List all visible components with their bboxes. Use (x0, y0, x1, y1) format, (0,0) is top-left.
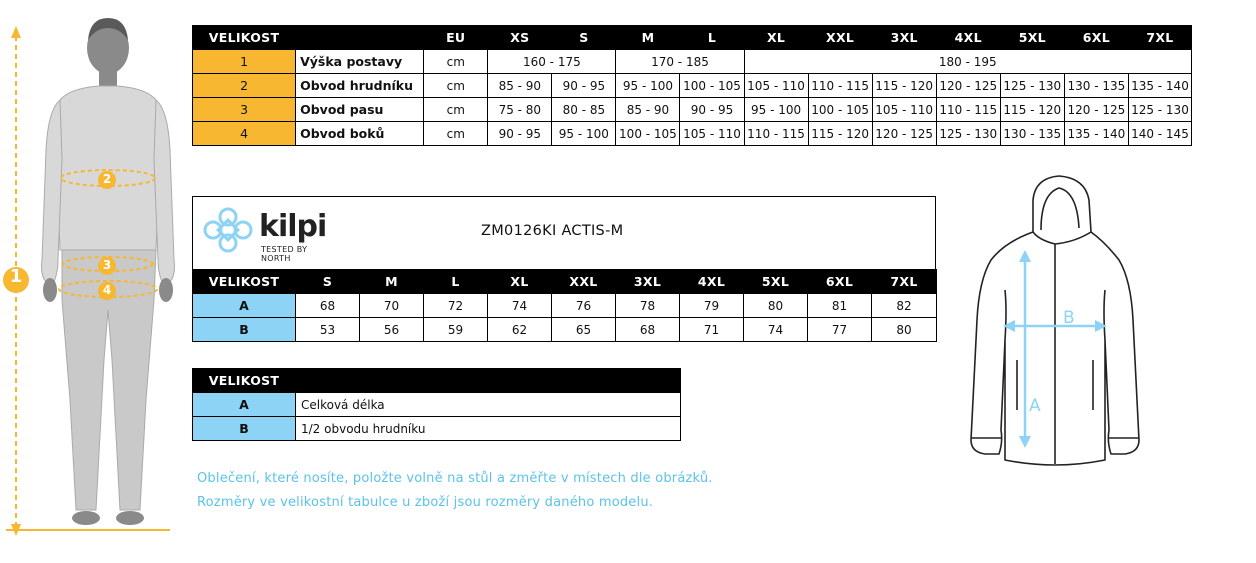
table-cell: 59 (424, 318, 488, 342)
jacket-outline-icon (955, 170, 1155, 480)
row-unit: cm (424, 98, 488, 122)
table-cell: 135 - 140 (1128, 74, 1191, 98)
header-cell: XS (488, 26, 552, 50)
table-cell: 180 - 195 (744, 50, 1191, 74)
knot-icon (199, 205, 257, 255)
table-cell: 120 - 125 (872, 122, 936, 146)
row-name: Obvod pasu (296, 98, 424, 122)
table-row (193, 50, 1192, 74)
table-cell: 95 - 100 (616, 74, 680, 98)
table-cell: 75 - 80 (488, 98, 552, 122)
table-cell: 95 - 100 (552, 122, 616, 146)
table-cell: 79 (680, 294, 744, 318)
table-cell: 110 - 115 (808, 74, 872, 98)
header-cell: 6XL (808, 270, 872, 294)
header-cell-empty (296, 369, 681, 393)
header-cell: 3XL (872, 26, 936, 50)
header-cell: XL (744, 26, 808, 50)
table-cell: 110 - 115 (744, 122, 808, 146)
table-cell: 100 - 105 (680, 74, 744, 98)
table-cell: 120 - 125 (936, 74, 1000, 98)
row-name: Výška postavy (296, 50, 424, 74)
table-cell: 160 - 175 (488, 50, 616, 74)
kilpi-logo (199, 205, 339, 263)
header-cell: VELIKOST (193, 369, 296, 393)
body-size-table (192, 25, 1192, 146)
header-cell: S (296, 270, 360, 294)
model-table-header (193, 270, 937, 294)
table-cell: 105 - 110 (680, 122, 744, 146)
table-cell: 115 - 120 (872, 74, 936, 98)
row-name: Obvod boků (296, 122, 424, 146)
table-cell: 68 (296, 294, 360, 318)
header-cell: 7XL (1128, 26, 1191, 50)
header-cell: 5XL (744, 270, 808, 294)
table-cell: 125 - 130 (936, 122, 1000, 146)
table-cell: 80 - 85 (552, 98, 616, 122)
row-name: Obvod hrudníku (296, 74, 424, 98)
size-table-header (193, 26, 1192, 50)
table-cell: 120 - 125 (1064, 98, 1128, 122)
table-cell: 80 (872, 318, 937, 342)
product-header (192, 196, 936, 269)
brand-wordmark: kilpi (259, 209, 327, 244)
table-row (193, 98, 1192, 122)
table-cell: 135 - 140 (1064, 122, 1128, 146)
header-cell: EU (424, 26, 488, 50)
brand-tagline: TESTED BY NORTH (261, 245, 308, 263)
table-cell: 77 (808, 318, 872, 342)
legend-table-header (193, 369, 681, 393)
table-cell: 130 - 135 (1064, 74, 1128, 98)
jacket-label-a: A (1029, 396, 1041, 416)
table-cell: 100 - 105 (808, 98, 872, 122)
table-cell: 62 (488, 318, 552, 342)
marker-waist-label: 3 (102, 258, 112, 272)
table-cell: 65 (552, 318, 616, 342)
table-cell: 90 - 95 (488, 122, 552, 146)
marker-height-label: 1 (9, 266, 23, 287)
table-cell: 80 (744, 294, 808, 318)
table-cell: 72 (424, 294, 488, 318)
header-cell: L (424, 270, 488, 294)
table-cell: 68 (616, 318, 680, 342)
header-cell: XL (488, 270, 552, 294)
table-cell: 76 (552, 294, 616, 318)
row-description: 1/2 obvodu hrudníku (296, 417, 681, 441)
table-cell: 95 - 100 (744, 98, 808, 122)
table-cell: 74 (744, 318, 808, 342)
jacket-label-b: B (1063, 308, 1075, 328)
table-cell: 90 - 95 (552, 74, 616, 98)
table-cell: 125 - 130 (1000, 74, 1064, 98)
measuring-instruction: Oblečení, které nosíte, položte volně na stůl a změřte v místech dle obrázků. (197, 471, 713, 486)
body-measurement-figure (0, 0, 180, 563)
table-cell: 170 - 185 (616, 50, 744, 74)
table-row (193, 74, 1192, 98)
row-label: A (193, 393, 296, 417)
table-cell: 70 (360, 294, 424, 318)
header-cell: VELIKOST (193, 270, 296, 294)
product-code: ZM0126KI ACTIS-M (481, 223, 624, 239)
row-description: Celková délka (296, 393, 681, 417)
header-cell: L (680, 26, 744, 50)
header-cell: 3XL (616, 270, 680, 294)
table-row (193, 417, 681, 441)
table-cell: 105 - 110 (872, 98, 936, 122)
measurement-legend-table (192, 368, 681, 441)
table-cell: 130 - 135 (1000, 122, 1064, 146)
jacket-illustration (955, 170, 1155, 480)
header-cell: VELIKOST (193, 26, 296, 50)
table-row (193, 393, 681, 417)
table-cell: 90 - 95 (680, 98, 744, 122)
table-cell: 74 (488, 294, 552, 318)
row-number: 2 (193, 74, 296, 98)
header-cell: XXL (552, 270, 616, 294)
table-row (193, 318, 937, 342)
table-cell: 125 - 130 (1128, 98, 1191, 122)
table-cell: 115 - 120 (1000, 98, 1064, 122)
row-label: B (193, 318, 296, 342)
header-cell: 4XL (936, 26, 1000, 50)
marker-hips-label: 4 (102, 283, 112, 297)
table-cell: 85 - 90 (488, 74, 552, 98)
row-label: A (193, 294, 296, 318)
header-cell: M (360, 270, 424, 294)
header-cell (296, 26, 424, 50)
row-label: B (193, 417, 296, 441)
model-dimensions-note: Rozměry ve velikostní tabulce u zboží jsou rozměry daného modelu. (197, 495, 654, 510)
table-cell: 78 (616, 294, 680, 318)
table-cell: 100 - 105 (616, 122, 680, 146)
table-cell: 81 (808, 294, 872, 318)
table-cell: 71 (680, 318, 744, 342)
header-cell: 5XL (1000, 26, 1064, 50)
table-cell: 115 - 120 (808, 122, 872, 146)
row-unit: cm (424, 74, 488, 98)
header-cell: S (552, 26, 616, 50)
header-cell: 6XL (1064, 26, 1128, 50)
table-row (193, 294, 937, 318)
row-number: 3 (193, 98, 296, 122)
row-unit: cm (424, 50, 488, 74)
table-cell: 140 - 145 (1128, 122, 1191, 146)
marker-chest-label: 2 (102, 172, 112, 186)
table-cell: 56 (360, 318, 424, 342)
table-cell: 110 - 115 (936, 98, 1000, 122)
table-cell: 85 - 90 (616, 98, 680, 122)
row-number: 4 (193, 122, 296, 146)
table-cell: 53 (296, 318, 360, 342)
header-cell: 4XL (680, 270, 744, 294)
row-number: 1 (193, 50, 296, 74)
header-cell: M (616, 26, 680, 50)
product-size-table (192, 269, 937, 342)
table-cell: 82 (872, 294, 937, 318)
header-cell: XXL (808, 26, 872, 50)
table-cell: 105 - 110 (744, 74, 808, 98)
row-unit: cm (424, 122, 488, 146)
header-cell: 7XL (872, 270, 937, 294)
table-row (193, 122, 1192, 146)
